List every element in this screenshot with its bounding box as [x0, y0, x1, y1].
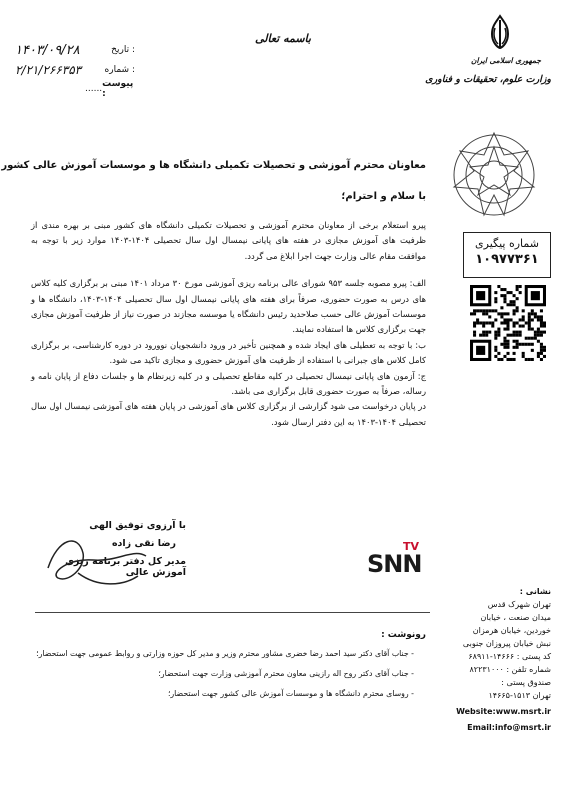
address-line: نبش خیابان پیروزان جنوبی: [462, 639, 551, 648]
letter-body: [31, 218, 426, 430]
cc-item: - جناب آقای دکتر روح اله رازینی معاون محترم آموزشی وزارت جهت استحضار؛: [158, 669, 414, 678]
ministry-emblem: [480, 12, 520, 52]
website-link[interactable]: Website:www.msrt.ir: [456, 707, 551, 716]
address-line: کد پستی : ۱۴۶۶۶-۶۸۹۱۱: [468, 652, 551, 661]
iran-emblem-icon: [480, 12, 520, 52]
address-line: شماره تلفن : ۸۲۲۳۱۰۰۰: [469, 665, 551, 674]
address-block: [431, 585, 551, 734]
signature-closing: با آرزوی توفیق الهی: [89, 520, 186, 531]
address-line: میدان صنعت ، خیابان: [480, 613, 551, 622]
address-line: خوردین، خیابان هرمزان: [472, 626, 551, 635]
handwritten-signature: [38, 528, 158, 598]
salutation: با سلام و احترام؛: [341, 191, 426, 202]
basmala: باسمه تعالی: [255, 32, 311, 45]
number-value: ۲/۲۱/۲۶۶۳۵۳: [15, 63, 82, 77]
ministry-name: وزارت علوم، تحقیقات و فناوری: [425, 74, 551, 85]
attachment-label: پیوست :: [102, 79, 134, 99]
tracking-box: [463, 232, 551, 278]
paragraph-b: ب: با توجه به تعطیلی های ایجاد شده و همچنین تأخیر در ورود دانشجویان نوورود در دوره کارشناسی، بر برگزاری کامل کلاس های جبرانی با استفاده از ظرفیت های آموزش حضوری و مجازی تاکید می شود.: [31, 339, 426, 366]
paragraph-a: الف: پیرو مصوبه جلسه ۹۵۳ شورای عالی برنامه ریزی آموزشی مورخ ۳۰ مرداد ۱۴۰۱ مبنی بر برگزاری کلیه کلاس های درس به صورت حضوری، صرفاً برای هفته های پایانی نیمسال اول سال تحصیلی ۱۴۰۴-۱۴۰۳، دانشگاه ها و موسسات آموزش عالی حسب صلاحدید رئیس دانشگاه یا موسسه مجازند در صورت نیاز از ظرفیت آموزش مجازی جهت برگزاری کلاس ها استفاده نمایند.: [31, 278, 427, 335]
letter-meta: [15, 40, 135, 98]
tracking-label: شماره پیگیری: [475, 237, 539, 250]
snn-tv-logo: [367, 540, 437, 580]
tracking-number: ۱۰۹۷۷۳۶۱: [475, 252, 539, 267]
paragraph-c: ج: آزمون های پایانی نیمسال تحصیلی در کلیه مقاطع تحصیلی و در کلیه زیرنظام ها و جلسات دفاع از پایان نامه و رساله، صرفاً به صورت حضوری قابل برگزاری می باشد.: [31, 370, 426, 397]
cc-label: رونوشت :: [381, 630, 426, 640]
recipient: معاونان محترم آموزشی و تحصیلات تکمیلی دانشگاه ها و موسسات آموزش عالی کشور: [1, 160, 426, 171]
ornament-rosette-icon: [438, 125, 550, 225]
date-label: تاریخ :: [111, 45, 135, 55]
paragraph-closing: در پایان درخواست می شود گزارشی از برگزاری کلاس های آموزشی در پایان هفته های آموزشی نیمسال اول سال تحصیلی ۱۴۰۴-۱۴۰۳ به این دفتر ارسال شود.: [31, 401, 426, 427]
paragraph-intro: پیرو استعلام برخی از معاونان محترم آموزشی و تحصیلات تکمیلی دانشگاه های کشور مبنی بر بهره مندی از ظرفیت های آموزش مجازی در هفته های پایانی نیمسال اول سال تحصیلی ۱۴۰۴-۱۴۰۳ موارد زیر با توجه به موافقت مقام عالی وزارت جهت اجرا ابلاغ می گردد.: [31, 220, 426, 261]
address-line: تهران شهرک قدس: [487, 600, 551, 609]
cc-block: [31, 630, 426, 701]
cc-item: - روسای محترم دانشگاه ها و موسسات آموزش عالی کشور جهت استحضار؛: [167, 689, 414, 698]
address-label: نشانی :: [519, 587, 551, 596]
logo-tv-text: TV: [403, 540, 420, 553]
attachment-value: ......: [85, 84, 103, 94]
country-name: جمهوری اسلامی ایران: [470, 56, 541, 65]
logo-snn-text: SNN: [367, 550, 422, 578]
address-line: تهران ۱۵۱۳-۱۴۶۶۵: [488, 691, 551, 700]
email-link[interactable]: Email:info@msrt.ir: [467, 723, 551, 732]
signature-title: مدیر کل دفتر برنامه ریزی آموزش عالی: [65, 556, 186, 578]
cc-divider: [35, 612, 430, 613]
cc-item: - جناب آقای دکتر سید احمد رضا خضری مشاور محترم وزیر و مدیر کل حوزه وزارتی و روابط عمومی جهت استحضار؛: [36, 649, 414, 658]
date-value: ۱۴۰۳/۰۹/۲۸: [15, 42, 80, 58]
number-label: شماره :: [104, 65, 135, 75]
address-line: صندوق پستی :: [501, 678, 551, 687]
qr-code: [470, 285, 546, 361]
signature-name: رضا نقی زاده: [111, 538, 176, 549]
